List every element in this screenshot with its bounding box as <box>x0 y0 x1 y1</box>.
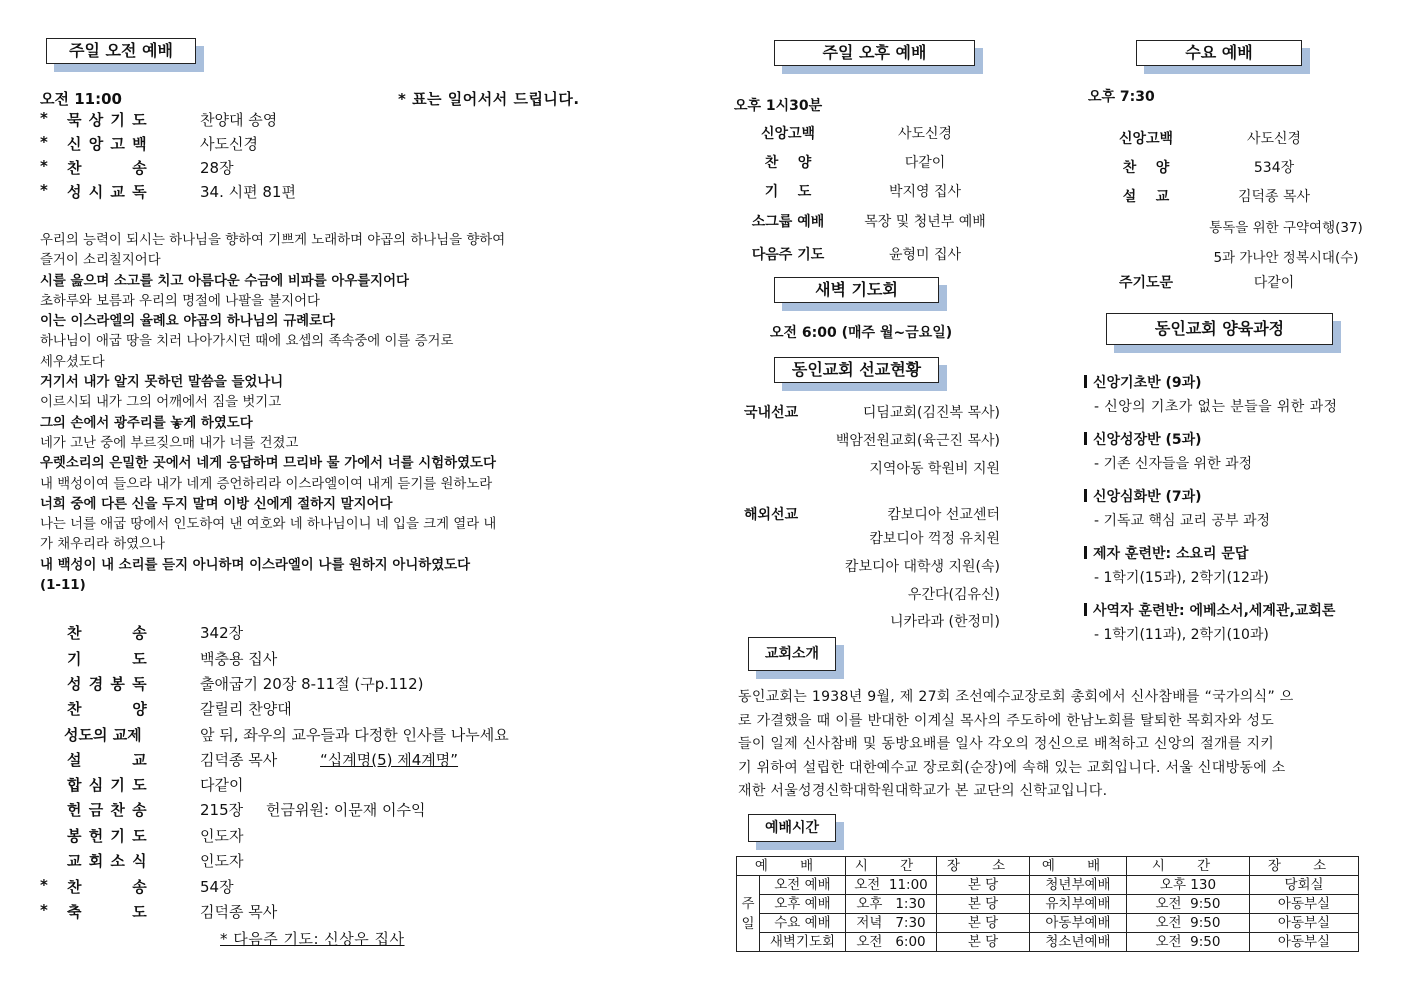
order-value: 박지영 집사 <box>888 184 962 200</box>
order-value: 34. 시편 81편 <box>200 183 296 201</box>
course-name: 사역자 훈련반: 에베소서,세계관,교회론 <box>1084 600 1335 620</box>
table-cell: 오전 9:50 <box>1127 914 1250 933</box>
table-cell: 아동부실 <box>1250 933 1359 952</box>
reading-line: 이르시되 내가 그의 어깨에서 짐을 벗기고 <box>40 395 282 411</box>
table-cell: 수요 예배 <box>760 914 846 933</box>
reading-line: 가 채우리라 하였으나 <box>40 537 165 553</box>
order-label: 찬 양 <box>1122 160 1170 176</box>
table-cell: 아동부실 <box>1250 895 1359 914</box>
dawn-prayer-time: 오전 6:00 (매주 월~금요일) <box>770 325 953 341</box>
intro-line: 동인교회는 1938년 9월, 제 27회 조선예수교장로회 총회에서 신사참배를 “국가의식” 으 <box>738 689 1294 705</box>
reading-line: 내 백성이여 들으라 내가 네게 증언하리라 이스라엘이여 내게 듣기를 원하노라 <box>40 476 493 492</box>
order-label: 신앙고백 <box>1118 131 1174 147</box>
mark: * <box>40 876 48 894</box>
table-cell: 오전 6:00 <box>846 933 937 952</box>
table-cell: 오전 예배 <box>760 876 846 895</box>
reading-line: 너희 중에 다른 신을 두지 말며 이방 신에게 절하지 말지어다 <box>40 496 393 512</box>
list-item: 백암전원교회(육근진 목사) <box>835 433 1000 449</box>
table-cell: 청년부예배 <box>1030 876 1127 895</box>
order-value: 54장 <box>200 878 234 896</box>
reading-line: 세우셨도다 <box>40 354 105 370</box>
table-cell: 본 당 <box>937 895 1030 914</box>
order-label: 주기도문 <box>1118 275 1174 291</box>
order-label: 찬 양 <box>67 700 148 718</box>
order-label: 성 경 봉 독 <box>67 675 148 693</box>
table-cell: 오후 예배 <box>760 895 846 914</box>
order-value: 찬양대 송영 <box>200 111 278 129</box>
reading-line: 이는 이스라엘의 율례요 야곱의 하나님의 규례로다 <box>40 314 335 330</box>
church-intro-title: 교회소개 <box>748 637 836 671</box>
order-value: 다같이 <box>904 155 946 171</box>
table-cell: 오후 130 <box>1127 876 1250 895</box>
mark: * <box>40 157 48 175</box>
table-header-row <box>737 857 1359 876</box>
order-label: 다음주 기도 <box>751 247 825 263</box>
table-cell: 당회실 <box>1250 876 1359 895</box>
order-value: 김덕종 목사 <box>200 751 278 769</box>
reading-line: 하나님이 애굽 땅을 치러 나아가시던 때에 요셉의 족속중에 이를 증거로 <box>40 334 454 350</box>
order-label: 설 교 <box>67 751 148 769</box>
bullet-bar-icon <box>1084 603 1087 616</box>
order-label: 헌 금 찬 송 <box>67 801 148 819</box>
sermon-line: 5과 가나안 정복시대(수) <box>1213 250 1359 266</box>
course-desc: - 1학기(15과), 2학기(12과) <box>1094 570 1269 586</box>
list-item: 캄보디아 대학생 지원(속) <box>844 559 1000 575</box>
table-cell: 오후 1:30 <box>846 895 937 914</box>
order-label: 찬 양 <box>764 155 812 171</box>
list-item: 캄보디아 꺽정 유치원 <box>869 531 1000 547</box>
afternoon-service-title: 주일 오후 예배 <box>774 40 975 66</box>
table-cell: 오전 9:50 <box>1127 933 1250 952</box>
reading-line: 우렛소리의 은밀한 곳에서 네게 응답하며 므리바 물 가에서 너를 시험하였도다 <box>40 456 496 472</box>
schedule-table <box>736 856 1359 952</box>
intro-line: 재한 서울성경신학대학원대학교가 본 교단의 신학교입니다. <box>738 783 1108 799</box>
order-value: 출애굽기 20장 8-11절 (구p.112) <box>200 675 424 693</box>
order-label: 신 앙 고 백 <box>67 135 148 153</box>
order-value: 28장 <box>200 159 234 177</box>
course-name: 신앙성장반 (5과) <box>1084 429 1202 449</box>
table-cell: 본 당 <box>937 914 1030 933</box>
table-row <box>737 914 1359 933</box>
course-desc: - 기존 신자들을 위한 과정 <box>1094 456 1253 472</box>
morning-service-title: 주일 오전 예배 <box>46 38 196 64</box>
order-value: 사도신경 <box>897 126 953 142</box>
intro-line: 들이 일제 신사참배 및 동방요배를 일사 각오의 정신으로 배척하고 신앙의 절개를 지키 <box>738 736 1275 752</box>
mark: * <box>40 109 48 127</box>
list-item: 지역아동 학원비 지원 <box>869 461 1000 477</box>
course-desc: - 기독교 핵심 교리 공부 과정 <box>1094 513 1271 529</box>
order-value: 인도자 <box>200 827 244 845</box>
order-value: 다같이 <box>200 776 244 794</box>
order-label: 기 도 <box>764 184 812 200</box>
reading-line: 우리의 능력이 되시는 하나님을 향하여 기쁘게 노래하며 야곱의 하나님을 향하여 <box>40 233 506 248</box>
table-cell: 새벽기도회 <box>760 933 846 952</box>
order-label: 교 회 소 식 <box>67 852 148 870</box>
reading-line: 나는 너를 애굽 땅에서 인도하여 낸 여호와 네 하나님이니 네 입을 크게 열라 내 <box>40 517 497 533</box>
bullet-bar-icon <box>1084 432 1087 445</box>
overseas-mission-label: 해외선교 <box>744 507 799 523</box>
order-value: 215장 <box>200 801 244 819</box>
order-label: 합 심 기 도 <box>67 776 148 794</box>
order-label: 신앙고백 <box>760 126 816 142</box>
table-cell: 저녁 7:30 <box>846 914 937 933</box>
list-item: 우간다(김유신) <box>907 587 1000 603</box>
list-item: 니카라과 (한정미) <box>889 614 1000 630</box>
domestic-mission-label: 국내선교 <box>744 405 799 421</box>
wednesday-time: 오후 7:30 <box>1088 89 1155 105</box>
bullet-bar-icon <box>1084 546 1087 559</box>
order-label: 소그룹 예배 <box>751 214 825 230</box>
dawn-prayer-title: 새벽 기도회 <box>774 277 939 303</box>
training-title: 동인교회 양육과정 <box>1106 313 1333 345</box>
course-name: 제자 훈련반: 소요리 문답 <box>1084 543 1248 563</box>
list-item: 캄보디아 선교센터 <box>887 507 1000 523</box>
reading-line: 초하루와 보름과 우리의 명절에 나팔을 불지어다 <box>40 293 320 309</box>
order-label: 찬 송 <box>67 878 148 896</box>
order-value: 김덕종 목사 <box>1237 189 1311 205</box>
wednesday-service-title: 수요 예배 <box>1136 40 1302 66</box>
reading-line: 내 백성이 내 소리를 듣지 아니하며 이스라엘이 나를 원하지 아니하였도다 <box>40 557 471 573</box>
order-label: 찬 송 <box>67 159 148 177</box>
reading-line: 거기서 내가 알지 못하던 말씀을 들었나니 <box>40 375 284 391</box>
table-cell: 청소년예배 <box>1030 933 1127 952</box>
order-label: 성도의 교제 <box>64 726 142 744</box>
order-value: 인도자 <box>200 852 244 870</box>
table-cell: 오전 9:50 <box>1127 895 1250 914</box>
order-value: 갈릴리 찬양대 <box>200 700 292 718</box>
sermon-title: “십계명(5) 제4계명” <box>320 751 459 769</box>
order-label: 축 도 <box>67 903 148 921</box>
stand-note: * 표는 일어서서 드립니다. <box>398 90 580 108</box>
next-week-prayer: * 다음주 기도: 신상우 집사 <box>220 930 405 948</box>
order-value: 342장 <box>200 624 244 642</box>
offering-committee: 헌금위원: 이문재 이수익 <box>266 801 426 819</box>
course-name: 신앙기초반 (9과) <box>1084 372 1202 392</box>
intro-line: 로 가결했을 때 이를 반대한 이계실 목사의 주도하에 한남노회를 탈퇴한 목회자와 성도 <box>738 712 1275 729</box>
order-value: 목장 및 청년부 예배 <box>864 214 986 230</box>
order-value: 김덕종 목사 <box>200 903 278 921</box>
mission-title: 동인교회 선교현황 <box>774 357 939 383</box>
church-intro-text <box>738 686 1358 804</box>
column-header: 시 간 <box>1127 857 1250 876</box>
column-header: 예 배 <box>1030 857 1127 876</box>
column-header: 장 소 <box>1250 857 1359 876</box>
responsive-reading <box>40 231 615 596</box>
reading-line: 시를 읊으며 소고를 치고 아름다운 수금에 비파를 아우를지어다 <box>40 273 409 289</box>
afternoon-time: 오후 1시30분 <box>734 98 823 114</box>
table-cell: 본 당 <box>937 876 1030 895</box>
course-name: 신앙심화반 (7과) <box>1084 486 1202 506</box>
list-item: 디딤교회(김진복 목사) <box>862 405 1000 421</box>
table-cell: 아동부예배 <box>1030 914 1127 933</box>
order-value: 사도신경 <box>1246 131 1302 147</box>
order-label: 설 교 <box>1122 189 1170 205</box>
reading-line: 즐거이 소리칠지어다 <box>40 253 161 269</box>
sunday-side-label: 주일 <box>737 876 760 952</box>
order-label: 기 도 <box>67 650 148 668</box>
course-desc: - 신앙의 기초가 없는 분들을 위한 과정 <box>1094 399 1338 415</box>
mark: * <box>40 901 48 919</box>
order-label: 봉 헌 기 도 <box>67 827 148 845</box>
table-row <box>737 876 1359 895</box>
table-cell: 오전 11:00 <box>846 876 937 895</box>
order-label: 성 시 교 독 <box>67 183 148 201</box>
order-value: 다같이 <box>1253 275 1295 291</box>
mark: * <box>40 181 48 199</box>
order-label: 묵 상 기 도 <box>67 111 148 129</box>
order-label: 찬 송 <box>67 624 148 642</box>
table-cell: 아동부실 <box>1250 914 1359 933</box>
sermon-line: 통독을 위한 구약여행(37) <box>1209 220 1363 236</box>
order-value: 사도신경 <box>200 135 258 153</box>
column-header: 시 간 <box>846 857 937 876</box>
mark: * <box>40 133 48 151</box>
column-header: 예 배 <box>737 857 846 876</box>
table-cell: 유치부예배 <box>1030 895 1127 914</box>
schedule-title: 예배시간 <box>748 814 836 842</box>
reading-line: 그의 손에서 광주리를 놓게 하였도다 <box>40 415 253 431</box>
order-value: 534장 <box>1253 160 1295 176</box>
order-value: 윤형미 집사 <box>888 247 962 263</box>
reading-line: (1-11) <box>40 578 86 594</box>
reading-line: 네가 고난 중에 부르짖으매 내가 너를 건졌고 <box>40 435 299 451</box>
bullet-bar-icon <box>1084 489 1087 502</box>
intro-line: 기 위하여 설립한 대한예수교 장로회(순장)에 속해 있는 교회입니다. 서울 신대방동에 소 <box>738 759 1286 776</box>
order-value: 앞 뒤, 좌우의 교우들과 다정한 인사를 나누세요 <box>200 726 509 744</box>
bullet-bar-icon <box>1084 375 1087 388</box>
table-cell: 본 당 <box>937 933 1030 952</box>
order-value: 백충용 집사 <box>200 650 278 668</box>
service-time: 오전 11:00 <box>40 90 122 108</box>
table-row <box>737 895 1359 914</box>
column-header: 장 소 <box>937 857 1030 876</box>
table-row <box>737 933 1359 952</box>
course-desc: - 1학기(11과), 2학기(10과) <box>1094 627 1269 643</box>
